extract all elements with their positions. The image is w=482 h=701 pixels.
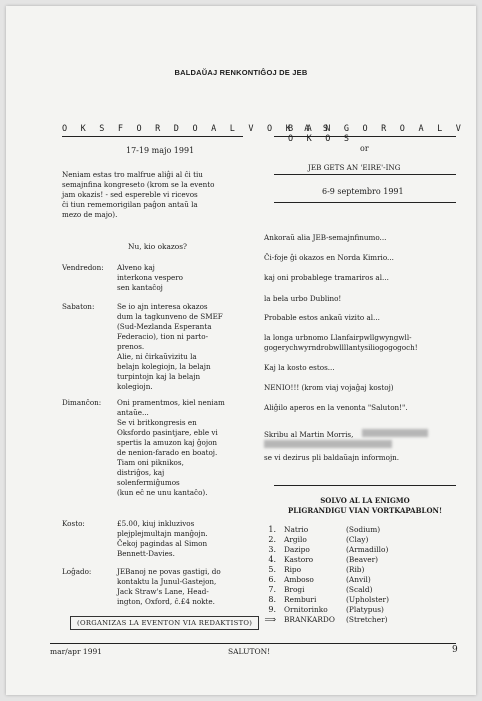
- puzzle-word: Natrio: [284, 524, 309, 534]
- puzzle-num: 2.: [268, 534, 276, 544]
- puzzle-row: [264, 564, 365, 574]
- redacted-line: [264, 433, 392, 452]
- page-number: 9: [452, 645, 458, 655]
- puzzle-rule: [274, 485, 456, 486]
- puzzle-answer: (Rib): [346, 564, 365, 574]
- item-line: belajn kolegiojn, la belajn: [117, 362, 211, 371]
- puzzle-answer: (Sodium): [346, 524, 381, 534]
- right-line: se vi dezirus pli baldaŭajn informojn.: [264, 453, 400, 462]
- left-question: Nu, kio okazos?: [128, 242, 187, 251]
- item-line: £5.00, kiuj inkluzivos: [117, 519, 195, 528]
- item-line: distriĝos, kaj: [117, 468, 165, 477]
- puzzle-num: 3.: [268, 544, 276, 554]
- puzzle-list: [264, 524, 464, 624]
- puzzle-num: 6.: [268, 574, 276, 584]
- item-line: kolegiojn.: [117, 382, 153, 391]
- item-line: Jack Straw's Lane, Head-: [117, 587, 209, 596]
- puzzle-row: [264, 534, 369, 544]
- item-line: JEBanoj ne povas gastigi, do: [117, 567, 221, 576]
- item-label-sabaton: Sabaton:: [62, 302, 95, 311]
- puzzle-row: [264, 594, 389, 604]
- puzzle-word: Amboso: [284, 574, 314, 584]
- right-line: Ankoraŭ alia JEB-semajnfinumo...: [264, 233, 387, 242]
- right-subtitle-rule: [274, 174, 456, 175]
- item-line: Se vi britkongresis en: [117, 418, 197, 427]
- puzzle-title-line: PLIGRANDIGU VIAN VORTKAPABLON!: [287, 506, 443, 515]
- puzzle-num: 4.: [268, 554, 276, 564]
- right-line: Ĉi-foje ĝi okazos en Norda Kimrio...: [264, 253, 394, 262]
- right-subtitle: JEB GETS AN 'EIRE'-ING: [308, 163, 401, 172]
- right-line: Aliĝilo aperos en la venonta "Saluton!".: [264, 403, 408, 412]
- item-line: dum la tagkunveno de SMEF: [117, 312, 223, 321]
- left-heading: O K S F O R D O A L V O K A S: [62, 124, 333, 134]
- item-text-dimancon: [117, 398, 225, 498]
- item-label-logado: Loĝado:: [62, 567, 92, 576]
- puzzle-num: 1.: [268, 524, 276, 534]
- item-label-kosto: Kosto:: [62, 519, 85, 528]
- right-line: la longa urbnomo Llanfairpwllgwyngwll-: [264, 333, 412, 342]
- item-text-logado: [117, 567, 221, 607]
- right-date: 6-9 septembro 1991: [322, 187, 404, 196]
- item-line: de nenion-farado en boatoj.: [117, 448, 218, 457]
- puzzle-num: 7.: [268, 584, 276, 594]
- item-line: Oksfordo pasintjare, eble vi: [117, 428, 218, 437]
- item-line: (Sud-Mezlanda Esperanta: [117, 322, 212, 331]
- header-title: BALDAŬAJ RENKONTIĜOJ DE JEB: [174, 68, 308, 77]
- item-text-sabaton: [117, 302, 223, 392]
- puzzle-word: BRANKARDO: [284, 614, 335, 624]
- item-line: Alie, ni ĉirkaŭvizitu la: [117, 352, 197, 361]
- item-line: kontaktu la Junul-Gastejon,: [117, 577, 217, 586]
- puzzle-answer: (Beaver): [346, 554, 379, 564]
- puzzle-title-line: SOLVO AL LA ENIGMO: [320, 496, 410, 505]
- item-label-vendredon: Vendredon:: [62, 263, 104, 272]
- intro-line: ĉi tiun rememorigilan paĝon antaŭ la: [62, 200, 198, 209]
- puzzle-word: Brogi: [284, 584, 305, 594]
- right-date-rule: [274, 202, 456, 203]
- puzzle-answer: (Upholster): [346, 594, 389, 604]
- item-line: prenos.: [117, 342, 145, 351]
- intro-line: Neniam estas tro malfrue aliĝi al ĉi tiu: [62, 170, 203, 179]
- left-intro: [62, 170, 214, 220]
- puzzle-row: [264, 614, 388, 624]
- redacted-address: [264, 440, 392, 448]
- right-line: NENIO!!! (krom viaj vojaĝaj kostoj): [264, 383, 394, 392]
- puzzle-word: Dazipo: [284, 544, 310, 554]
- puzzle-word: Kastoro: [284, 554, 314, 564]
- puzzle-num: 8.: [268, 594, 276, 604]
- puzzle-row: [264, 554, 379, 564]
- item-line: spertis la amuzon kaj ĝojon: [117, 438, 218, 447]
- item-line: solenfermiĝumos: [117, 478, 180, 487]
- item-text-kosto: [117, 519, 208, 559]
- puzzle-answer: (Armadillo): [346, 544, 389, 554]
- puzzle-word: Ripo: [284, 564, 302, 574]
- page: [6, 6, 476, 695]
- item-line: Bennett-Davies.: [117, 549, 175, 558]
- item-text-vendredon: [117, 263, 183, 293]
- puzzle-row: [264, 574, 371, 584]
- item-line: ington, Oxford, ĉ.£4 nokte.: [117, 597, 215, 606]
- contact-text: Skribu al Martin Morris,: [264, 430, 354, 439]
- puzzle-word: Remburi: [284, 594, 317, 604]
- item-line: turpintojn kaj la belajn: [117, 372, 201, 381]
- item-line: sen kantaĉoj: [117, 283, 163, 292]
- item-line: antaŭe...: [117, 408, 149, 417]
- right-line: kaj oni probablege tramariros al...: [264, 273, 389, 282]
- item-line: Se io ajn interesa okazos: [117, 302, 208, 311]
- arrow-icon: ⟹: [264, 614, 276, 624]
- puzzle-num: 9.: [268, 604, 276, 614]
- puzzle-row: [264, 524, 381, 534]
- puzzle-word: Argilo: [284, 534, 307, 544]
- puzzle-answer: (Platypus): [346, 604, 384, 614]
- right-heading: B A N G O R O A L V O K O S: [288, 124, 466, 144]
- right-or: or: [360, 144, 369, 153]
- puzzle-title: [274, 496, 456, 516]
- right-heading-rule: [274, 136, 456, 137]
- puzzle-answer: (Stretcher): [346, 614, 388, 624]
- puzzle-row: [264, 604, 384, 614]
- item-label-dimancon: Dimanĉon:: [62, 398, 102, 407]
- puzzle-answer: (Anvil): [346, 574, 371, 584]
- puzzle-answer: (Scald): [346, 584, 373, 594]
- intro-line: mezo de majo).: [62, 210, 118, 219]
- right-line: Probable estos ankaŭ vizito al...: [264, 313, 380, 322]
- footer-date: mar/apr 1991: [50, 647, 103, 656]
- item-line: (kun eĉ ne unu kantaĉo).: [117, 488, 208, 497]
- right-line: Kaj la kosto estos...: [264, 363, 335, 372]
- right-line: gogerychwyrndrobwllllantysiliogogogoch!: [264, 343, 418, 352]
- puzzle-num: 5.: [268, 564, 276, 574]
- item-line: Federacio), tion ni parto-: [117, 332, 209, 341]
- footer-rule: [50, 643, 456, 644]
- right-line: la bela urbo Dublino!: [264, 294, 342, 303]
- item-line: Ĉekoj pagindas al Simon: [117, 539, 208, 548]
- left-date: 17-19 majo 1991: [126, 146, 195, 155]
- puzzle-word: Ornitorinko: [284, 604, 328, 614]
- item-line: Alveno kaj: [117, 263, 155, 272]
- footer-magazine: SALUTON!: [228, 647, 271, 656]
- item-line: plejplejmultajn manĝojn.: [117, 529, 208, 538]
- left-heading-rule: [62, 136, 243, 137]
- intro-line: semajnfina kongreseto (krom se la evento: [62, 180, 215, 189]
- item-line: Tiam oni piknikos,: [117, 458, 184, 467]
- puzzle-row: [264, 544, 389, 554]
- organizer-note: (ORGANIZAS LA EVENTON VIA REDAKTISTO): [70, 616, 259, 630]
- intro-line: jam okazis! - sed espereble vi ricevos: [62, 190, 198, 199]
- item-line: Oni pramentmos, kiel neniam: [117, 398, 225, 407]
- item-line: interkona vespero: [117, 273, 184, 282]
- puzzle-answer: (Clay): [346, 534, 369, 544]
- puzzle-row: [264, 584, 373, 594]
